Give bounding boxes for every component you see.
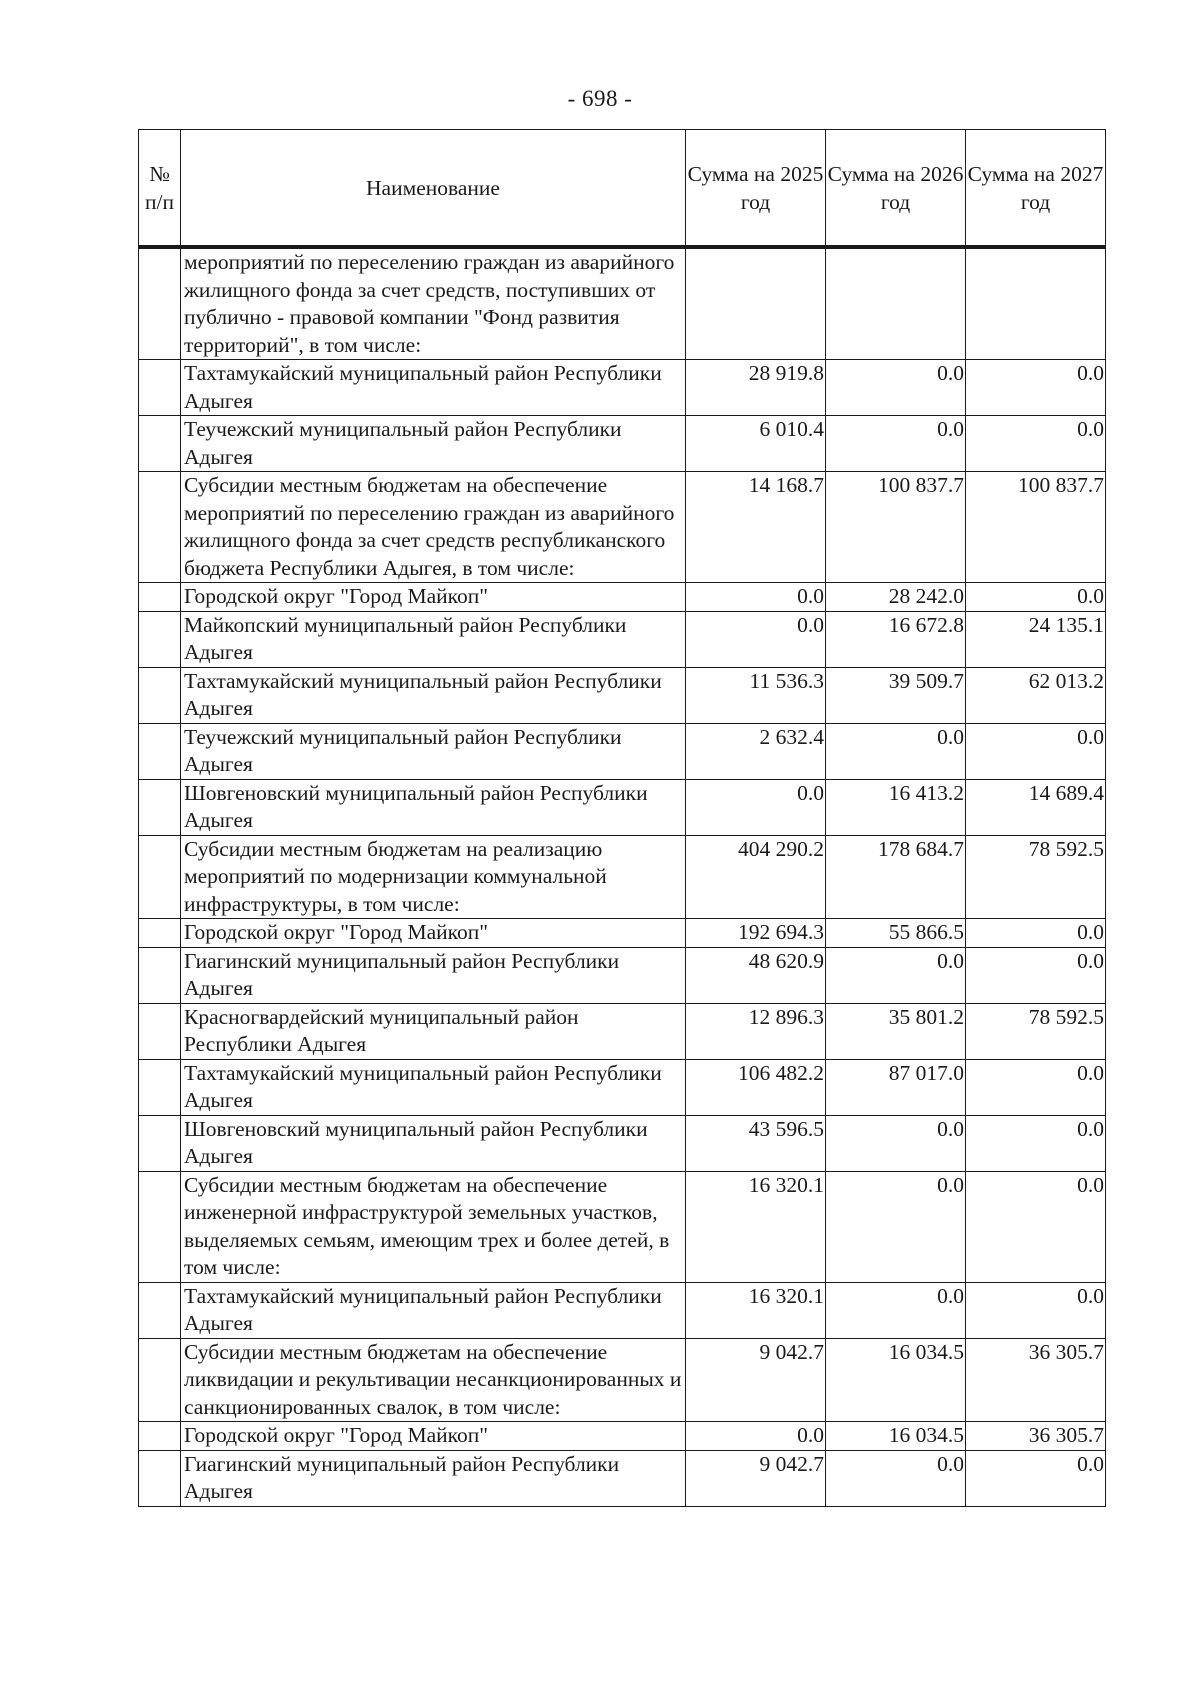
row-name-cell: Тахтамукайский муниципальный район Республики Адыгея xyxy=(181,667,686,723)
row-2027-cell: 0.0 xyxy=(966,1282,1106,1338)
header-2027: Сумма на 2027 год xyxy=(966,130,1106,248)
row-2027-cell: 0.0 xyxy=(966,919,1106,948)
row-2027-cell: 0.0 xyxy=(966,947,1106,1003)
table-row xyxy=(139,1115,1106,1171)
row-index-cell xyxy=(139,1450,181,1506)
row-index-cell xyxy=(139,583,181,612)
row-name-cell: Гиагинский муниципальный район Республики Адыгея xyxy=(181,1450,686,1506)
row-2025-cell: 0.0 xyxy=(686,1422,826,1451)
row-2027-cell: 0.0 xyxy=(966,360,1106,416)
table-row xyxy=(139,1422,1106,1451)
table-row xyxy=(139,835,1106,919)
row-index-cell xyxy=(139,611,181,667)
row-2027-cell: 0.0 xyxy=(966,583,1106,612)
header-index: № п/п xyxy=(139,130,181,248)
table-row xyxy=(139,667,1106,723)
row-2026-cell: 87 017.0 xyxy=(826,1059,966,1115)
table-row xyxy=(139,611,1106,667)
row-name-cell: Шовгеновский муниципальный район Республики Адыгея xyxy=(181,1115,686,1171)
row-2025-cell: 9 042.7 xyxy=(686,1450,826,1506)
row-2027-cell: 62 013.2 xyxy=(966,667,1106,723)
row-2026-cell: 35 801.2 xyxy=(826,1003,966,1059)
row-2026-cell: 16 413.2 xyxy=(826,779,966,835)
row-index-cell xyxy=(139,667,181,723)
row-index-cell xyxy=(139,1003,181,1059)
row-2025-cell: 192 694.3 xyxy=(686,919,826,948)
row-2025-cell xyxy=(686,247,826,360)
row-2025-cell: 0.0 xyxy=(686,611,826,667)
row-index-cell xyxy=(139,247,181,360)
table-header-row xyxy=(139,130,1106,248)
header-2026: Сумма на 2026 год xyxy=(826,130,966,248)
row-index-cell xyxy=(139,1115,181,1171)
row-2026-cell: 0.0 xyxy=(826,1115,966,1171)
row-index-cell xyxy=(139,947,181,1003)
header-2025: Сумма на 2025 год xyxy=(686,130,826,248)
row-2027-cell: 0.0 xyxy=(966,416,1106,472)
row-2026-cell: 16 034.5 xyxy=(826,1422,966,1451)
row-2026-cell: 16 672.8 xyxy=(826,611,966,667)
table-row xyxy=(139,1171,1106,1282)
row-name-cell: Городской округ "Город Майкоп" xyxy=(181,919,686,948)
row-index-cell xyxy=(139,1171,181,1282)
row-2025-cell: 48 620.9 xyxy=(686,947,826,1003)
table-row xyxy=(139,360,1106,416)
table-row xyxy=(139,723,1106,779)
row-2026-cell: 55 866.5 xyxy=(826,919,966,948)
row-2025-cell: 2 632.4 xyxy=(686,723,826,779)
row-name-cell: Городской округ "Город Майкоп" xyxy=(181,583,686,612)
header-name: Наименование xyxy=(181,130,686,248)
table-body xyxy=(139,247,1106,1506)
row-2026-cell: 0.0 xyxy=(826,1450,966,1506)
table-row xyxy=(139,779,1106,835)
row-index-cell xyxy=(139,416,181,472)
row-index-cell xyxy=(139,919,181,948)
row-name-cell: Субсидии местным бюджетам на реализацию мероприятий по модернизации коммунальной инфраструктуры, в том числе: xyxy=(181,835,686,919)
row-2025-cell: 11 536.3 xyxy=(686,667,826,723)
table-row xyxy=(139,947,1106,1003)
budget-table xyxy=(138,129,1106,1507)
row-index-cell xyxy=(139,1282,181,1338)
row-2027-cell: 0.0 xyxy=(966,723,1106,779)
row-2026-cell: 0.0 xyxy=(826,723,966,779)
row-name-cell: Теучежский муниципальный район Республики Адыгея xyxy=(181,416,686,472)
row-index-cell xyxy=(139,1059,181,1115)
table-row xyxy=(139,1282,1106,1338)
row-2025-cell: 0.0 xyxy=(686,779,826,835)
row-2026-cell: 0.0 xyxy=(826,1282,966,1338)
row-2026-cell: 100 837.7 xyxy=(826,472,966,583)
row-index-cell xyxy=(139,723,181,779)
row-2027-cell: 0.0 xyxy=(966,1171,1106,1282)
table-row xyxy=(139,1338,1106,1422)
table-row xyxy=(139,583,1106,612)
row-2025-cell: 12 896.3 xyxy=(686,1003,826,1059)
row-2025-cell: 6 010.4 xyxy=(686,416,826,472)
row-2026-cell: 0.0 xyxy=(826,360,966,416)
row-name-cell: мероприятий по переселению граждан из аварийного жилищного фонда за счет средств, поступивших от публично - правовой компании "Фонд развития территорий", в том числе: xyxy=(181,247,686,360)
row-2026-cell: 0.0 xyxy=(826,1171,966,1282)
row-name-cell: Теучежский муниципальный район Республики Адыгея xyxy=(181,723,686,779)
row-index-cell xyxy=(139,835,181,919)
row-2027-cell: 100 837.7 xyxy=(966,472,1106,583)
row-2025-cell: 43 596.5 xyxy=(686,1115,826,1171)
row-2027-cell: 0.0 xyxy=(966,1059,1106,1115)
row-name-cell: Тахтамукайский муниципальный район Республики Адыгея xyxy=(181,1282,686,1338)
row-index-cell xyxy=(139,360,181,416)
row-name-cell: Субсидии местным бюджетам на обеспечение мероприятий по переселению граждан из аварийного жилищного фонда за счет средств республиканского бюджета Республики Адыгея, в том числе: xyxy=(181,472,686,583)
row-2027-cell: 0.0 xyxy=(966,1115,1106,1171)
row-name-cell: Тахтамукайский муниципальный район Республики Адыгея xyxy=(181,1059,686,1115)
row-index-cell xyxy=(139,1338,181,1422)
table-row xyxy=(139,919,1106,948)
row-2026-cell: 0.0 xyxy=(826,947,966,1003)
row-2026-cell: 178 684.7 xyxy=(826,835,966,919)
row-2027-cell: 14 689.4 xyxy=(966,779,1106,835)
row-2025-cell: 9 042.7 xyxy=(686,1338,826,1422)
row-name-cell: Субсидии местным бюджетам на обеспечение ликвидации и рекультивации несанкционированных и санкционированных свалок, в том числе: xyxy=(181,1338,686,1422)
row-2026-cell xyxy=(826,247,966,360)
page-number: - 698 - xyxy=(567,86,633,111)
row-name-cell: Субсидии местным бюджетам на обеспечение инженерной инфраструктурой земельных участков, выделяемых семьям, имеющим трех и более детей, в том числе: xyxy=(181,1171,686,1282)
row-2027-cell xyxy=(966,247,1106,360)
row-2027-cell: 24 135.1 xyxy=(966,611,1106,667)
table-row xyxy=(139,416,1106,472)
table-row xyxy=(139,472,1106,583)
row-2026-cell: 16 034.5 xyxy=(826,1338,966,1422)
row-2025-cell: 404 290.2 xyxy=(686,835,826,919)
table-row xyxy=(139,1003,1106,1059)
row-2027-cell: 78 592.5 xyxy=(966,835,1106,919)
row-2025-cell: 16 320.1 xyxy=(686,1171,826,1282)
row-2026-cell: 0.0 xyxy=(826,416,966,472)
row-2025-cell: 0.0 xyxy=(686,583,826,612)
row-index-cell xyxy=(139,779,181,835)
table-row xyxy=(139,1450,1106,1506)
row-2027-cell: 36 305.7 xyxy=(966,1422,1106,1451)
row-name-cell: Красногвардейский муниципальный район Республики Адыгея xyxy=(181,1003,686,1059)
table-row xyxy=(139,247,1106,360)
row-2027-cell: 0.0 xyxy=(966,1450,1106,1506)
row-2025-cell: 106 482.2 xyxy=(686,1059,826,1115)
row-2026-cell: 39 509.7 xyxy=(826,667,966,723)
row-name-cell: Гиагинский муниципальный район Республики Адыгея xyxy=(181,947,686,1003)
row-2027-cell: 36 305.7 xyxy=(966,1338,1106,1422)
row-name-cell: Городской округ "Город Майкоп" xyxy=(181,1422,686,1451)
row-index-cell xyxy=(139,1422,181,1451)
row-2025-cell: 28 919.8 xyxy=(686,360,826,416)
row-2025-cell: 14 168.7 xyxy=(686,472,826,583)
row-2025-cell: 16 320.1 xyxy=(686,1282,826,1338)
row-name-cell: Шовгеновский муниципальный район Республики Адыгея xyxy=(181,779,686,835)
row-2027-cell: 78 592.5 xyxy=(966,1003,1106,1059)
table-row xyxy=(139,1059,1106,1115)
row-2026-cell: 28 242.0 xyxy=(826,583,966,612)
row-name-cell: Майкопский муниципальный район Республики Адыгея xyxy=(181,611,686,667)
row-name-cell: Тахтамукайский муниципальный район Республики Адыгея xyxy=(181,360,686,416)
row-index-cell xyxy=(139,472,181,583)
